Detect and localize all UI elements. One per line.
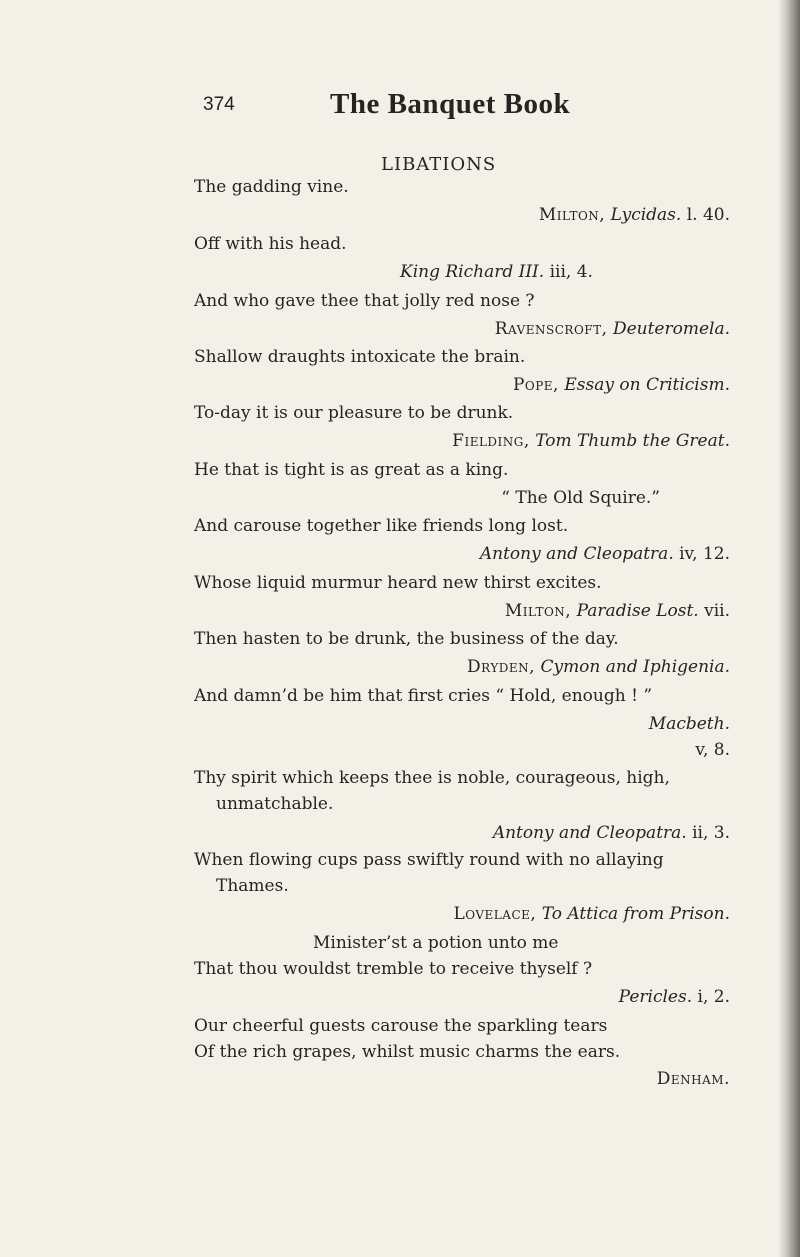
quote-line: Thy spirit which keeps thee is noble, courageous, high, (194, 768, 670, 788)
quote-line: Our cheerful guests carouse the sparkling tears (194, 1016, 608, 1036)
citation (649, 713, 730, 735)
citation (400, 261, 593, 283)
quote: And who gave thee that jolly red nose ? (194, 291, 535, 311)
quote-line: Minister’st a potion unto me (313, 933, 559, 953)
citation-ref: i, 2. (697, 987, 730, 1007)
citation-work: Antony and Cleopatra. (492, 823, 687, 843)
citation (480, 543, 730, 565)
quote-line: When flowing cups pass swiftly round with no allaying (194, 850, 664, 870)
citation-work: Paradise Lost. (576, 601, 699, 621)
citation-author: Ravenscroft, (494, 319, 608, 339)
citation-author: Milton, (504, 601, 572, 621)
quote: He that is tight is as great as a king. (194, 460, 509, 480)
quote-line: Of the rich grapes, whilst music charms the ears. (194, 1042, 621, 1062)
citation (539, 204, 730, 226)
quote: To-day it is our pleasure to be drunk. (194, 403, 514, 423)
quote: And carouse together like friends long lost. (194, 516, 569, 536)
citation-ref: ii, 3. (692, 823, 730, 843)
citation-author: Denham. (656, 1069, 730, 1089)
citation-work: Tom Thumb the Great. (535, 431, 730, 451)
citation (505, 600, 730, 622)
citation (493, 822, 730, 844)
citation-work: Cymon and Iphigenia. (540, 657, 730, 677)
citation (513, 374, 730, 396)
quote-line: That thou wouldst tremble to receive thyself ? (194, 959, 593, 979)
quote: Then hasten to be drunk, the business of the day. (194, 629, 619, 649)
citation-work: Antony and Cleopatra. (479, 544, 674, 564)
citation-work: Macbeth. (648, 714, 730, 734)
citation (619, 986, 730, 1008)
citation (467, 656, 730, 678)
citation (452, 430, 730, 452)
citation-author: Lovelace, (453, 904, 537, 924)
citation-work: King Richard III. (400, 262, 545, 282)
citation-ref: iv, 12. (679, 544, 730, 564)
citation (495, 318, 730, 340)
citation-ref: vii. (704, 601, 730, 621)
citation-work: Lycidas. (610, 205, 682, 225)
section-title: LIBATIONS (381, 154, 497, 175)
page-header (0, 88, 800, 132)
citation-work: Pericles. (618, 987, 693, 1007)
citation-author: Milton, (538, 205, 606, 225)
citation-author: Fielding, (452, 431, 530, 451)
citation-ref: “ The Old Squire.” (501, 488, 660, 508)
citation-ref: v, 8. (695, 740, 730, 760)
quote: Off with his head. (194, 234, 347, 254)
quote: Whose liquid murmur heard new thirst excites. (194, 573, 602, 593)
citation-ref-line (695, 739, 730, 761)
quote-line: Thames. (216, 876, 289, 896)
page-number: 374 (203, 94, 235, 115)
page-edge-shadow (778, 0, 800, 1257)
running-title: The Banquet Book (330, 88, 571, 120)
citation-author: Dryden, (467, 657, 536, 677)
citation-work: Deuteromela. (612, 319, 730, 339)
citation (453, 903, 730, 925)
quote: The gadding vine. (194, 177, 349, 197)
citation-ref: l. 40. (686, 205, 730, 225)
quote: Shallow draughts intoxicate the brain. (194, 347, 526, 367)
quote-line: unmatchable. (216, 794, 334, 814)
citation-ref: iii, 4. (549, 262, 593, 282)
quote: And damn’d be him that first cries “ Hold, enough ! ” (194, 686, 653, 706)
citation (657, 1068, 730, 1090)
citation-work: To Attica from Prison. (541, 904, 730, 924)
citation (501, 487, 660, 509)
citation-work: Essay on Criticism. (564, 375, 730, 395)
citation-author: Pope, (512, 375, 559, 395)
